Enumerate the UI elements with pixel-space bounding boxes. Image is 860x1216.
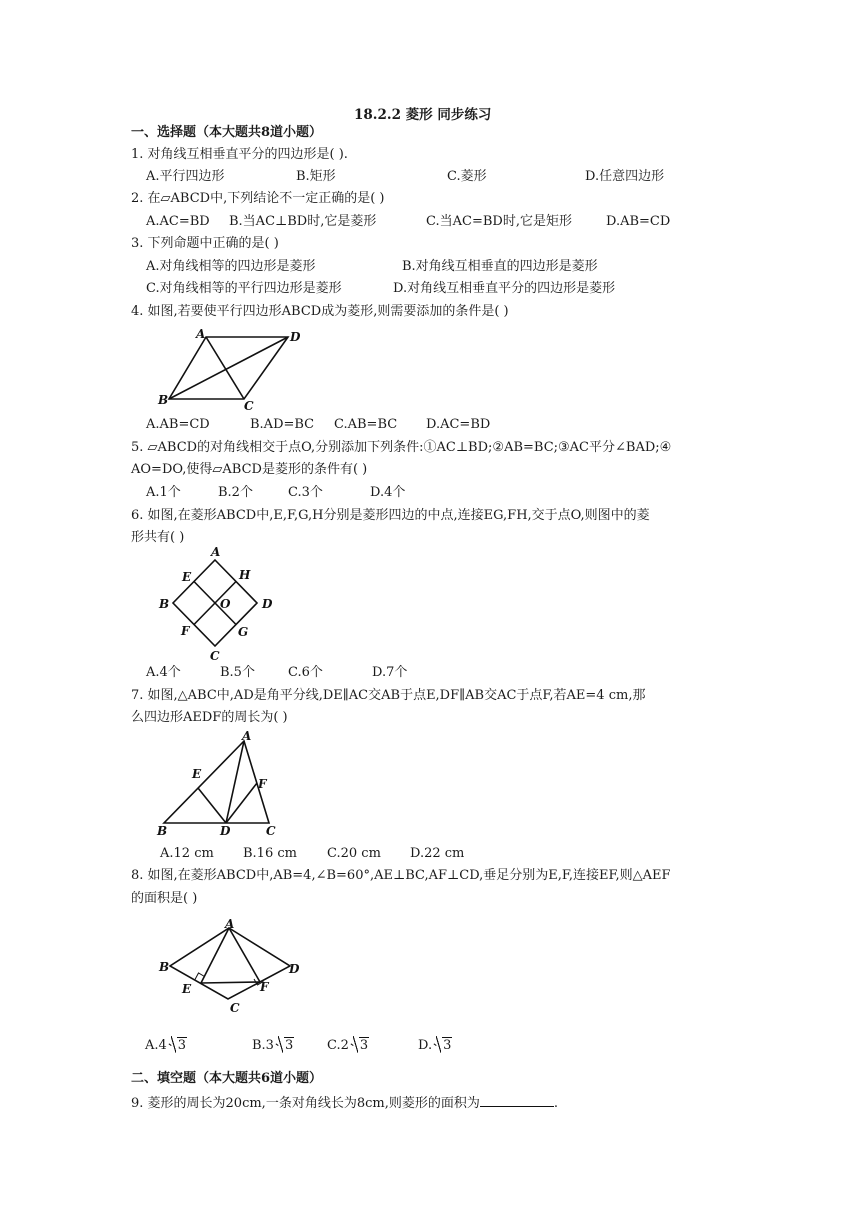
q8-option-c-coef: C.2 bbox=[327, 1038, 349, 1053]
q7-stem-line2: 么四边形AEDF的周长为( ) bbox=[131, 710, 288, 725]
q4-parallelogram-figure bbox=[150, 326, 310, 414]
q4-label-a: A bbox=[196, 327, 206, 341]
q8-label-f: F bbox=[260, 980, 269, 994]
q8-stem-line2: 的面积是( ) bbox=[131, 891, 198, 906]
sqrt-symbol bbox=[433, 1037, 452, 1055]
q3-option-d: D.对角线互相垂直平分的四边形是菱形 bbox=[393, 281, 616, 296]
q4-option-a: A.AB=CD bbox=[146, 417, 210, 432]
q4-label-d: D bbox=[290, 330, 301, 344]
q4-label-b: B bbox=[158, 393, 169, 407]
q6-label-a: A bbox=[211, 545, 221, 559]
q1-option-d: D.任意四边形 bbox=[585, 169, 665, 184]
q6-option-d: D.7个 bbox=[372, 665, 408, 680]
q3-option-b: B.对角线互相垂直的四边形是菱形 bbox=[402, 259, 598, 274]
q7-label-f: F bbox=[258, 777, 267, 791]
q7-stem-line1: 7. 如图,△ABC中,AD是角平分线,DE∥AC交AB于点E,DF∥AB交AC于点F,若AE=4 cm,那 bbox=[131, 688, 646, 703]
q1-stem: 1. 对角线互相垂直平分的四边形是( ). bbox=[131, 147, 348, 162]
q5-option-c: C.3个 bbox=[288, 485, 323, 500]
q6-option-c: C.6个 bbox=[288, 665, 323, 680]
sqrt-symbol bbox=[350, 1037, 369, 1055]
q8-option-d-radicand: 3 bbox=[443, 1038, 452, 1053]
q6-label-d: D bbox=[262, 597, 273, 611]
q6-label-f: F bbox=[181, 624, 190, 638]
section-heading-fill-blank: 二、填空题（本大题共6道小题） bbox=[131, 1071, 323, 1086]
q8-label-d: D bbox=[289, 962, 300, 976]
q7-label-a: A bbox=[242, 729, 252, 743]
q7-label-b: B bbox=[157, 824, 168, 838]
q8-option-a-radicand: 3 bbox=[177, 1038, 187, 1053]
q8-label-b: B bbox=[159, 960, 170, 974]
q7-triangle-figure bbox=[150, 728, 290, 838]
q8-label-e: E bbox=[182, 982, 192, 996]
q6-label-c: C bbox=[210, 649, 220, 663]
q9-answer-blank[interactable] bbox=[480, 1093, 554, 1107]
q8-option-b-radicand: 3 bbox=[284, 1038, 294, 1053]
q6-rhombus-midpoints-figure bbox=[150, 546, 280, 664]
q4-label-c: C bbox=[244, 399, 254, 413]
q6-stem-line1: 6. 如图,在菱形ABCD中,E,F,G,H分别是菱形四边的中点,连接EG,FH,交于点O,则图中的菱 bbox=[131, 508, 650, 523]
q4-stem: 4. 如图,若要使平行四边形ABCD成为菱形,则需要添加的条件是( ) bbox=[131, 304, 509, 319]
q2-option-a: A.AC=BD bbox=[146, 214, 210, 229]
q8-option-d-coef: D. bbox=[418, 1038, 433, 1053]
q2-option-b: B.当AC⊥BD时,它是菱形 bbox=[229, 214, 377, 229]
q7-label-e: E bbox=[192, 767, 202, 781]
q9-stem: 9. 菱形的周长为20cm,一条对角线长为8cm,则菱形的面积为 bbox=[131, 1096, 480, 1111]
q8-option-d bbox=[418, 1037, 452, 1055]
q8-option-a-coef: A.4 bbox=[145, 1038, 167, 1053]
q7-label-d: D bbox=[220, 824, 231, 838]
q7-option-a: A.12 cm bbox=[160, 846, 214, 861]
q7-label-c: C bbox=[266, 824, 276, 838]
q8-option-b bbox=[252, 1037, 294, 1055]
q3-option-c: C.对角线相等的平行四边形是菱形 bbox=[146, 281, 342, 296]
q8-option-c-radicand: 3 bbox=[359, 1038, 369, 1053]
q5-stem-line1: 5. ▱ABCD的对角线相交于点O,分别添加下列条件:①AC⊥BD;②AB=BC;③AC平分∠BAD;④ bbox=[131, 440, 672, 455]
q7-option-d: D.22 cm bbox=[410, 846, 465, 861]
q3-stem: 3. 下列命题中正确的是( ) bbox=[131, 236, 279, 251]
q5-stem-line2: AO=DO,使得▱ABCD是菱形的条件有( ) bbox=[131, 462, 368, 477]
q6-label-g: G bbox=[238, 625, 249, 639]
q1-option-c: C.菱形 bbox=[447, 169, 487, 184]
q8-stem-line1: 8. 如图,在菱形ABCD中,AB=4,∠B=60°,AE⊥BC,AF⊥CD,垂足分别为E,F,连接EF,则△AEF bbox=[131, 868, 671, 883]
q4-option-c: C.AB=BC bbox=[334, 417, 398, 432]
q2-option-c: C.当AC=BD时,它是矩形 bbox=[426, 214, 572, 229]
q6-label-e: E bbox=[182, 570, 192, 584]
q5-option-b: B.2个 bbox=[218, 485, 253, 500]
q8-rhombus-heights-figure bbox=[150, 914, 310, 1018]
q8-option-a bbox=[145, 1037, 187, 1055]
q3-option-a: A.对角线相等的四边形是菱形 bbox=[146, 259, 316, 274]
sqrt-symbol bbox=[168, 1037, 187, 1055]
q7-option-c: C.20 cm bbox=[327, 846, 381, 861]
q5-option-a: A.1个 bbox=[146, 485, 181, 500]
q6-label-h: H bbox=[239, 568, 251, 582]
q1-option-a: A.平行四边形 bbox=[146, 169, 225, 184]
q8-option-c bbox=[327, 1037, 369, 1055]
q4-option-d: D.AC=BD bbox=[426, 417, 491, 432]
section-heading-choice: 一、选择题（本大题共8道小题） bbox=[131, 125, 323, 140]
q6-label-b: B bbox=[159, 597, 170, 611]
q6-label-o: O bbox=[220, 597, 231, 611]
q2-stem: 2. 在▱ABCD中,下列结论不一定正确的是( ) bbox=[131, 191, 385, 206]
q6-option-a: A.4个 bbox=[146, 665, 181, 680]
q8-label-c: C bbox=[230, 1001, 240, 1015]
q8-label-a: A bbox=[225, 917, 235, 931]
page-title: 18.2.2 菱形 同步练习 bbox=[354, 107, 492, 123]
q9-end: . bbox=[553, 1096, 558, 1111]
q5-option-d: D.4个 bbox=[370, 485, 406, 500]
q1-option-b: B.矩形 bbox=[296, 169, 336, 184]
sqrt-symbol bbox=[275, 1037, 294, 1055]
q2-option-d: D.AB=CD bbox=[606, 214, 671, 229]
q8-option-b-coef: B.3 bbox=[252, 1038, 274, 1053]
q6-option-b: B.5个 bbox=[220, 665, 255, 680]
q4-option-b: B.AD=BC bbox=[250, 417, 315, 432]
q6-stem-line2: 形共有( ) bbox=[131, 530, 185, 545]
q7-option-b: B.16 cm bbox=[243, 846, 297, 861]
q9-line bbox=[131, 1093, 558, 1113]
